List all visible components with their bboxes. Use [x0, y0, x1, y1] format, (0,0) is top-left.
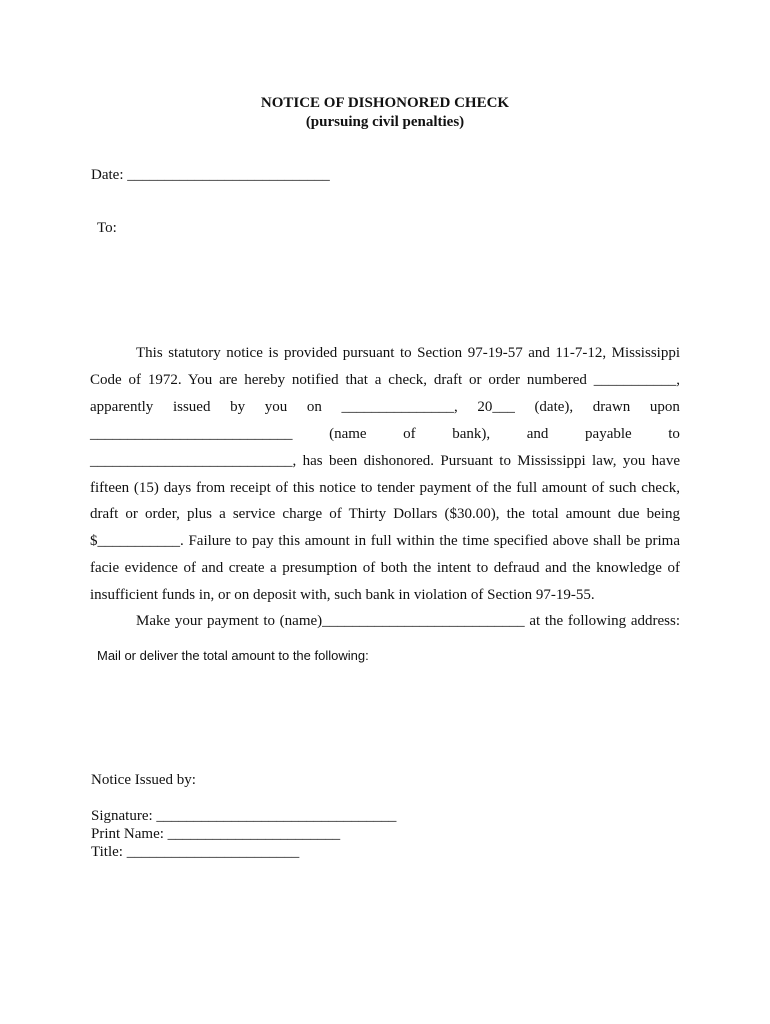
signature-line: Signature: ________________________________ — [91, 808, 397, 824]
paragraph-line-8: $___________. Failure to pay this amount in full within the time specified above shall be prima — [90, 533, 680, 549]
notice-issued-by: Notice Issued by: — [91, 772, 196, 788]
word: on — [306, 399, 322, 415]
paragraph-line-7: draft or order, plus a service charge of Thirty Dollars ($30.00), the total amount due being — [90, 506, 680, 522]
paragraph-line-5: ___________________________, has been dishonored. Pursuant to Mississippi law, you have — [90, 453, 680, 469]
word: by — [230, 399, 246, 415]
paragraph-line-1: This statutory notice is provided pursuant to Section 97-19-57 and 11-7-12, Mississippi — [136, 345, 680, 361]
word: you — [264, 399, 288, 415]
mail-instructions: Mail or deliver the total amount to the following: — [97, 648, 369, 663]
document-subtitle: (pursuing civil penalties) — [305, 114, 465, 130]
word: 20___ — [477, 399, 515, 415]
title-line: Title: _______________________ — [91, 844, 300, 860]
print-name-line: Print Name: _______________________ — [91, 826, 341, 842]
paragraph-line-2: Code of 1972. You are hereby notified that a check, draft or order numbered ___________, — [90, 372, 680, 388]
document-title: NOTICE OF DISHONORED CHECK — [260, 95, 510, 111]
word: drawn — [592, 399, 631, 415]
word: _______________, — [341, 399, 458, 415]
word: of — [403, 426, 416, 442]
word: issued — [172, 399, 211, 415]
paragraph-line-11: Make your payment to (name)___________________________ at the following address: — [136, 613, 680, 629]
date-line: Date: ___________________________ — [91, 167, 330, 183]
word: apparently — [90, 399, 154, 415]
word: and — [526, 426, 549, 442]
paragraph-line-10: insufficient funds in, or on deposit with, such bank in violation of Section 97-19-55. — [90, 587, 595, 603]
word: (date), — [534, 399, 574, 415]
to-label: To: — [97, 220, 117, 236]
word: payable — [585, 426, 632, 442]
paragraph-line-3 — [90, 398, 680, 417]
paragraph-line-4 — [90, 425, 680, 444]
paragraph-line-6: fifteen (15) days from receipt of this notice to tender payment of the full amount of such check, — [90, 480, 680, 496]
paragraph-line-9: facie evidence of and create a presumption of both the intent to defraud and the knowledge of — [90, 560, 680, 576]
word: ___________________________ — [90, 426, 293, 442]
word: bank), — [452, 426, 491, 442]
word: upon — [649, 399, 680, 415]
word: to — [668, 426, 680, 442]
word: (name — [329, 426, 367, 442]
